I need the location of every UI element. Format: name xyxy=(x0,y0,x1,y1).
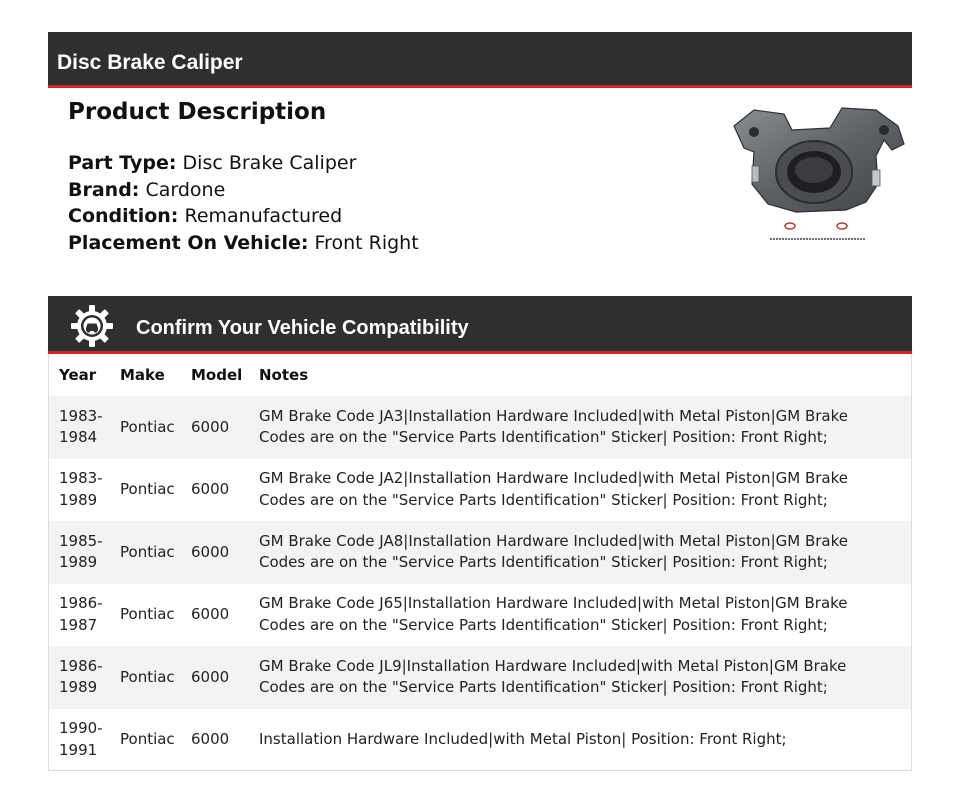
product-description xyxy=(68,96,688,256)
column-header-make: Make xyxy=(120,366,165,384)
make-cell: Pontiac xyxy=(110,396,181,459)
year-end: 1987 xyxy=(59,615,98,634)
year-start: 1986- xyxy=(59,656,103,675)
spec-label: Part Type: xyxy=(68,152,177,174)
notes-cell: GM Brake Code JA3|Installation Hardware Included|with Metal Piston|GM Brake Codes are on the "Service Parts Identification" Sticker| Position: Front Right; xyxy=(249,396,911,459)
notes-cell: GM Brake Code J65|Installation Hardware Included|with Metal Piston|GM Brake Codes are on the "Service Parts Identification" Sticker| Position: Front Right; xyxy=(259,594,848,634)
compatibility-table-container xyxy=(48,354,912,771)
model-cell: 6000 xyxy=(181,521,249,584)
model-cell: 6000 xyxy=(181,646,249,709)
table-row xyxy=(49,521,911,584)
spec-placement xyxy=(68,230,688,257)
year-end: 1989 xyxy=(59,678,98,697)
make-cell: Pontiac xyxy=(110,646,181,709)
year-end: 1984 xyxy=(59,428,98,447)
year-start: 1983- xyxy=(59,469,103,488)
table-row xyxy=(49,396,911,459)
model-cell: 6000 xyxy=(191,480,230,498)
year-start: 1990- xyxy=(59,719,103,738)
year-end: 1989 xyxy=(59,490,98,509)
notes-cell: GM Brake Code JA8|Installation Hardware Included|with Metal Piston|GM Brake Codes are on the "Service Parts Identification" Sticker| Position: Front Right; xyxy=(249,521,911,584)
make-cell: Pontiac xyxy=(120,730,175,748)
spec-list xyxy=(68,150,688,256)
column-header-notes: Notes xyxy=(259,366,309,384)
year-start: 1985- xyxy=(59,531,103,550)
gear-car-icon xyxy=(70,304,114,348)
table-row xyxy=(49,709,911,772)
title-bar xyxy=(48,32,912,88)
table-row xyxy=(49,584,911,647)
year-cell xyxy=(49,396,110,459)
year-cell xyxy=(49,459,110,522)
year-start: 1986- xyxy=(59,594,103,613)
make-cell: Pontiac xyxy=(120,480,175,498)
year-start: 1983- xyxy=(59,406,103,425)
column-header-model: Model xyxy=(191,366,243,384)
table-row xyxy=(49,459,911,522)
make-cell: Pontiac xyxy=(120,605,175,623)
year-cell xyxy=(49,709,110,772)
compatibility-table xyxy=(49,354,911,771)
model-cell: 6000 xyxy=(191,605,230,623)
column-header-year: Year xyxy=(59,366,97,384)
table-header-row xyxy=(49,354,911,396)
spec-part-type xyxy=(68,150,688,177)
model-cell: 6000 xyxy=(191,730,230,748)
year-end: 1989 xyxy=(59,553,98,572)
spec-condition xyxy=(68,203,688,230)
year-cell xyxy=(49,584,110,647)
spec-value: Disc Brake Caliper xyxy=(182,152,357,174)
model-cell: 6000 xyxy=(181,396,249,459)
notes-cell: GM Brake Code JA2|Installation Hardware Included|with Metal Piston|GM Brake Codes are on the "Service Parts Identification" Sticker| Position: Front Right; xyxy=(259,469,848,509)
spec-label: Brand: xyxy=(68,178,140,201)
spec-label: Placement On Vehicle: xyxy=(68,231,309,254)
description-heading: Product Description xyxy=(68,99,327,125)
compatibility-title: Confirm Your Vehicle Compatibility xyxy=(136,317,469,339)
year-cell xyxy=(49,646,110,709)
year-cell xyxy=(49,521,110,584)
compatibility-bar xyxy=(48,296,912,354)
brake-caliper-photo xyxy=(726,100,908,246)
spec-value: Front Right xyxy=(314,231,419,254)
make-cell: Pontiac xyxy=(110,521,181,584)
page-title: Disc Brake Caliper xyxy=(57,51,243,74)
notes-cell: Installation Hardware Included|with Metal Piston| Position: Front Right; xyxy=(259,730,787,748)
year-end: 1991 xyxy=(59,740,98,759)
spec-brand xyxy=(68,177,688,204)
notes-cell: GM Brake Code JL9|Installation Hardware Included|with Metal Piston|GM Brake Codes are on the "Service Parts Identification" Sticker| Position: Front Right; xyxy=(249,646,911,709)
table-row xyxy=(49,646,911,709)
spec-value: Cardone xyxy=(145,178,226,201)
spec-value: Remanufactured xyxy=(184,205,343,227)
spec-label: Condition: xyxy=(68,205,179,227)
